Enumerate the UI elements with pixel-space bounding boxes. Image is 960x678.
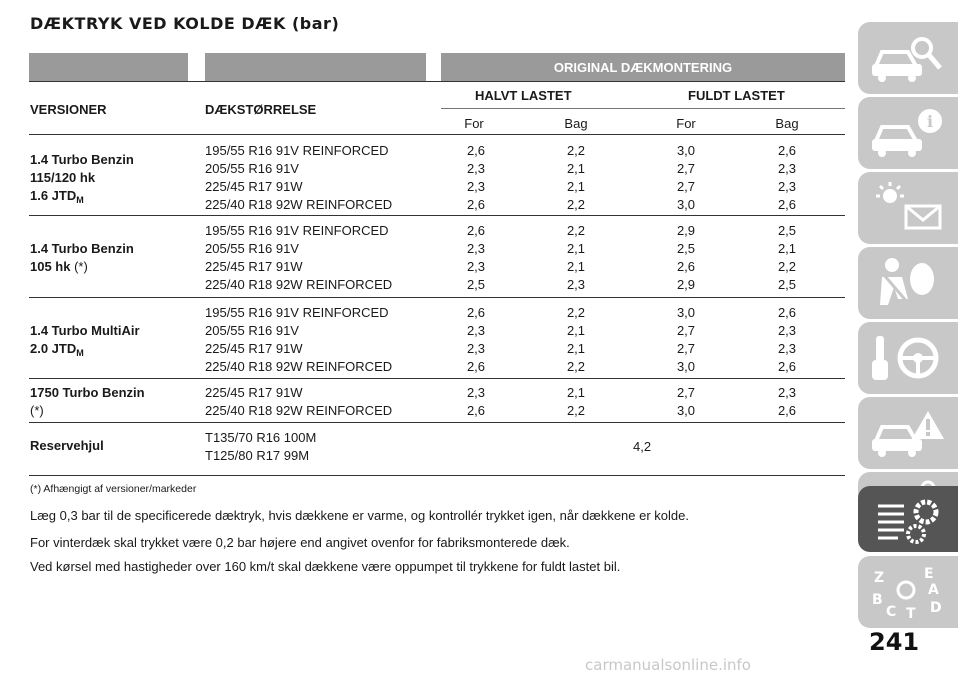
col-header-versions: VERSIONER	[30, 102, 107, 117]
half-rear-values: 2,2 2,1 2,1 2,2	[566, 143, 586, 212]
chapter-tab[interactable]	[858, 97, 958, 169]
full-front-values: 3,0 2,7 2,7 3,0	[676, 143, 696, 212]
row-rule	[29, 297, 845, 298]
paragraph: Ved kørsel med hastigheder over 160 km/t skal dækkene være oppumpet til trykkene for fuldt lastet bil.	[30, 559, 621, 574]
chapter-tab[interactable]	[858, 556, 958, 628]
page-title: DÆKTRYK VED KOLDE DÆK (bar)	[30, 14, 340, 33]
row-rule	[29, 422, 845, 423]
svg-text:A: A	[928, 582, 939, 598]
watermark: carmanualsonline.info	[585, 656, 751, 674]
half-front-values: 2,6 2,3 2,3 2,5	[466, 223, 486, 292]
car-info-icon	[868, 105, 948, 161]
full-front-values: 2,9 2,5 2,6 2,9	[676, 223, 696, 292]
lights-message-icon	[868, 180, 948, 236]
spare-pressure-value: 4,2	[633, 439, 652, 454]
col-header-half: HALVT LASTET	[475, 88, 572, 103]
tyre-size-list: 195/55 R16 91V REINFORCED 205/55 R16 91V 225/45 R17 91W 225/40 R18 92W REINFORCED	[205, 223, 393, 292]
tyre-size-list: 195/55 R16 91V REINFORCED 205/55 R16 91V 225/45 R17 91W 225/40 R18 92W REINFORCED	[205, 143, 393, 212]
chapter-tab[interactable]	[858, 322, 958, 394]
full-rear-values: 2,5 2,1 2,2 2,5	[777, 223, 797, 292]
half-rear-values: 2,1 2,2	[566, 385, 586, 418]
svg-text:E: E	[924, 566, 934, 582]
chapter-tab[interactable]	[858, 247, 958, 319]
row-rule	[29, 378, 845, 379]
version-label: 1.4 Turbo MultiAir 2.0 $JTD_M$	[30, 323, 140, 358]
sub-header-front: For	[676, 116, 696, 131]
svg-text:T: T	[906, 606, 916, 620]
footnote: (*) Afhængigt af versioner/markeder	[30, 483, 197, 495]
chapter-sidebar	[858, 0, 960, 678]
car-warning-icon	[868, 405, 948, 461]
svg-text:D: D	[930, 600, 942, 616]
specs-gear-icon	[868, 494, 948, 546]
subheader-rule	[441, 108, 845, 109]
half-rear-values: 2,2 2,1 2,1 2,2	[566, 305, 586, 374]
tyre-size-list: 225/45 R17 91W 225/40 R18 92W REINFORCED	[205, 385, 393, 418]
version-label: 1750 Turbo Benzin (*)	[30, 385, 145, 418]
row-rule	[29, 134, 845, 135]
airbag-seatbelt-icon	[868, 255, 948, 311]
svg-text:i: i	[927, 112, 934, 131]
half-front-values: 2,6 2,3 2,3 2,6	[466, 143, 486, 212]
header-rule	[29, 81, 845, 82]
chapter-tab[interactable]	[858, 172, 958, 244]
index-icon	[868, 564, 948, 620]
version-label: 1.4 Turbo Benzin 105 hk (*)	[30, 241, 134, 274]
paragraph: Læg 0,3 bar til de specificerede dæktryk, hvis dækkene er varme, og kontrollér trykket igen, når dækkene er kolde.	[30, 508, 689, 523]
svg-text:B: B	[872, 592, 883, 608]
half-front-values: 2,3 2,6	[466, 385, 486, 418]
svg-text:Z: Z	[874, 570, 885, 586]
sub-header-rear: Bag	[775, 116, 799, 131]
version-label: 1.4 Turbo Benzin 115/120 hk 1.6 $JTD_M$	[30, 152, 134, 205]
svg-text:C: C	[886, 604, 897, 620]
header-band-original: ORIGINAL DÆKMONTERING	[441, 53, 845, 81]
half-rear-values: 2,2 2,1 2,1 2,3	[566, 223, 586, 292]
full-rear-values: 2,3 2,6	[777, 385, 797, 418]
full-rear-values: 2,6 2,3 2,3 2,6	[777, 143, 797, 212]
chapter-tab[interactable]	[858, 22, 958, 94]
version-label: Reservehjul	[30, 438, 104, 453]
tyre-size-list: 195/55 R16 91V REINFORCED 205/55 R16 91V 225/45 R17 91W 225/40 R18 92W REINFORCED	[205, 305, 393, 374]
table-bottom-rule	[29, 475, 845, 476]
chapter-tab[interactable]	[858, 397, 958, 469]
chapter-tab-active[interactable]	[858, 486, 958, 552]
half-front-values: 2,6 2,3 2,3 2,6	[466, 305, 486, 374]
header-band-size	[205, 53, 426, 81]
tyre-size-list: T135/70 R16 100M T125/80 R17 99M	[205, 430, 317, 463]
sub-header-rear: Bag	[564, 116, 588, 131]
header-band-versions	[29, 53, 188, 81]
sub-header-front: For	[464, 116, 484, 131]
full-rear-values: 2,6 2,3 2,3 2,6	[777, 305, 797, 374]
page-number: 241	[869, 628, 920, 656]
col-header-full: FULDT LASTET	[688, 88, 785, 103]
full-front-values: 2,7 3,0	[676, 385, 696, 418]
key-steering-icon	[868, 330, 948, 386]
full-front-values: 3,0 2,7 2,7 3,0	[676, 305, 696, 374]
col-header-size: DÆKSTØRRELSE	[205, 102, 317, 117]
car-search-icon	[868, 30, 948, 86]
row-rule	[29, 215, 845, 216]
paragraph: For vinterdæk skal trykket være 0,2 bar højere end angivet ovenfor for fabriksmonterede dæk.	[30, 535, 570, 550]
